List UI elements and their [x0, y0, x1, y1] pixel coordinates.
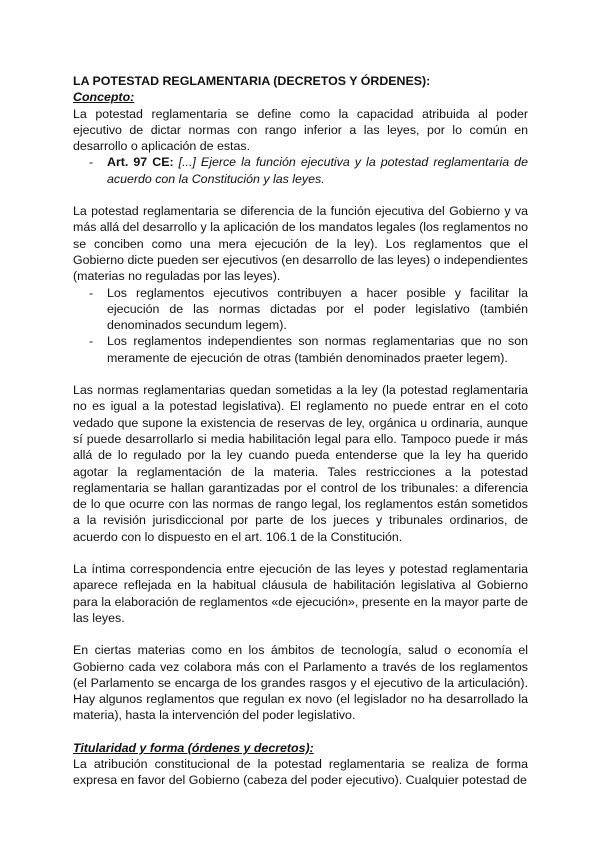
document-title: LA POTESTAD REGLAMENTARIA (DECRETOS Y ÓRDENES):	[73, 74, 431, 88]
list-item-text: Los reglamentos ejecutivos contribuyen a hacer posible y facilitar la ejecución de las normas dictadas por el poder legislativo (también denominados secundum legem).	[107, 285, 528, 333]
document-body	[73, 73, 528, 789]
paragraph-atribucion: La atribución constitucional de la potestad reglamentaria se realiza de forma expresa en favor del Gobierno (cabeza del poder ejecutivo). Cualquier potestad de	[73, 756, 528, 788]
spacer	[73, 724, 528, 740]
paragraph-materias: En ciertas materias como en los ámbitos de tecnología, salud o economía el Gobierno cada vez colabora más con el Parlamento a través de los reglamentos (el Parlamento se encarga de los grandes rasgos y el ejecutivo de la articulación). Hay algunos reglamentos que regulan ex novo (el legislador no ha desarrollado la materia), hasta la intervención del poder legislativo.	[73, 643, 528, 723]
article-quote-list	[73, 154, 528, 187]
paragraph-concepto-intro: La potestad reglamentaria se define como la capacidad atribuida al poder ejecutivo de dictar normas con rango inferior a las leyes, por lo común en desarrollo o aplicación de estas.	[73, 106, 528, 154]
list-item-text: Los reglamentos independientes son normas reglamentarias que no son meramente de ejecución de otras (también denominados praeter legem).	[107, 334, 528, 365]
paragraph-correspondencia: La íntima correspondencia entre ejecución de las leyes y potestad reglamentaria aparece reflejada en la habitual cláusula de habilitación legislativa al Gobierno para la elaboración de reglamentos «de ejecución», presente en la mayor parte de las leyes.	[73, 562, 528, 625]
article-reference: Art. 97 CE:	[107, 155, 174, 170]
paragraph-diferencia: La potestad reglamentaria se diferencia de la función ejecutiva del Gobierno y va más allá del desarrollo y la aplicación de los mandatos legales (los reglamentos no se conciben como una mera ejecución de la ley). Los reglamentos que el Gobierno dicte pueden ser ejecutivos (en desarrollo de las leyes) o independientes (materias no reguladas por las leyes).	[73, 204, 528, 284]
bullet-dash: -	[89, 155, 94, 170]
list-item-art-97	[73, 154, 528, 187]
bullet-dash: -	[89, 334, 94, 349]
section-heading-titularidad: Titularidad y forma (órdenes y decretos):	[73, 740, 314, 755]
spacer	[73, 626, 528, 642]
paragraph-sometimiento-ley: Las normas reglamentarias quedan sometidas a la ley (la potestad reglamentaria no es igual a la potestad legislativa). El reglamento no puede entrar en el coto vedado que supone la existencia de reservas de ley, orgánica u ordinaria, aunque sí puede desarrollarlo si media habilitación legal para ello. Tampoco puede ir más allá de lo regulado por la ley cuando pueda entenderse que la ley ha querido agotar la reglamentación de la materia. Tales restricciones a la potestad reglamentaria se hallan garantizadas por el control de los tribunales: a diferencia de lo que ocurre con las normas de rango legal, los reglamentos están sometidos a la revisión jurisdiccional por parte de los jueces y tribunales ordinarios, de acuerdo con lo dispuesto en el art. 106.1 de la Constitución.	[73, 383, 528, 544]
bullet-dash: -	[89, 285, 94, 300]
reglamento-types-list	[73, 285, 528, 366]
spacer	[73, 187, 528, 203]
section-heading-concepto: Concepto:	[73, 90, 135, 105]
spacer	[73, 545, 528, 561]
list-item	[73, 333, 528, 366]
spacer	[73, 366, 528, 382]
article-quote: [...] Ejerce la función ejecutiva y la potestad reglamentaria de acuerdo con la Constitución y las leyes.	[107, 155, 528, 186]
list-item	[73, 285, 528, 334]
